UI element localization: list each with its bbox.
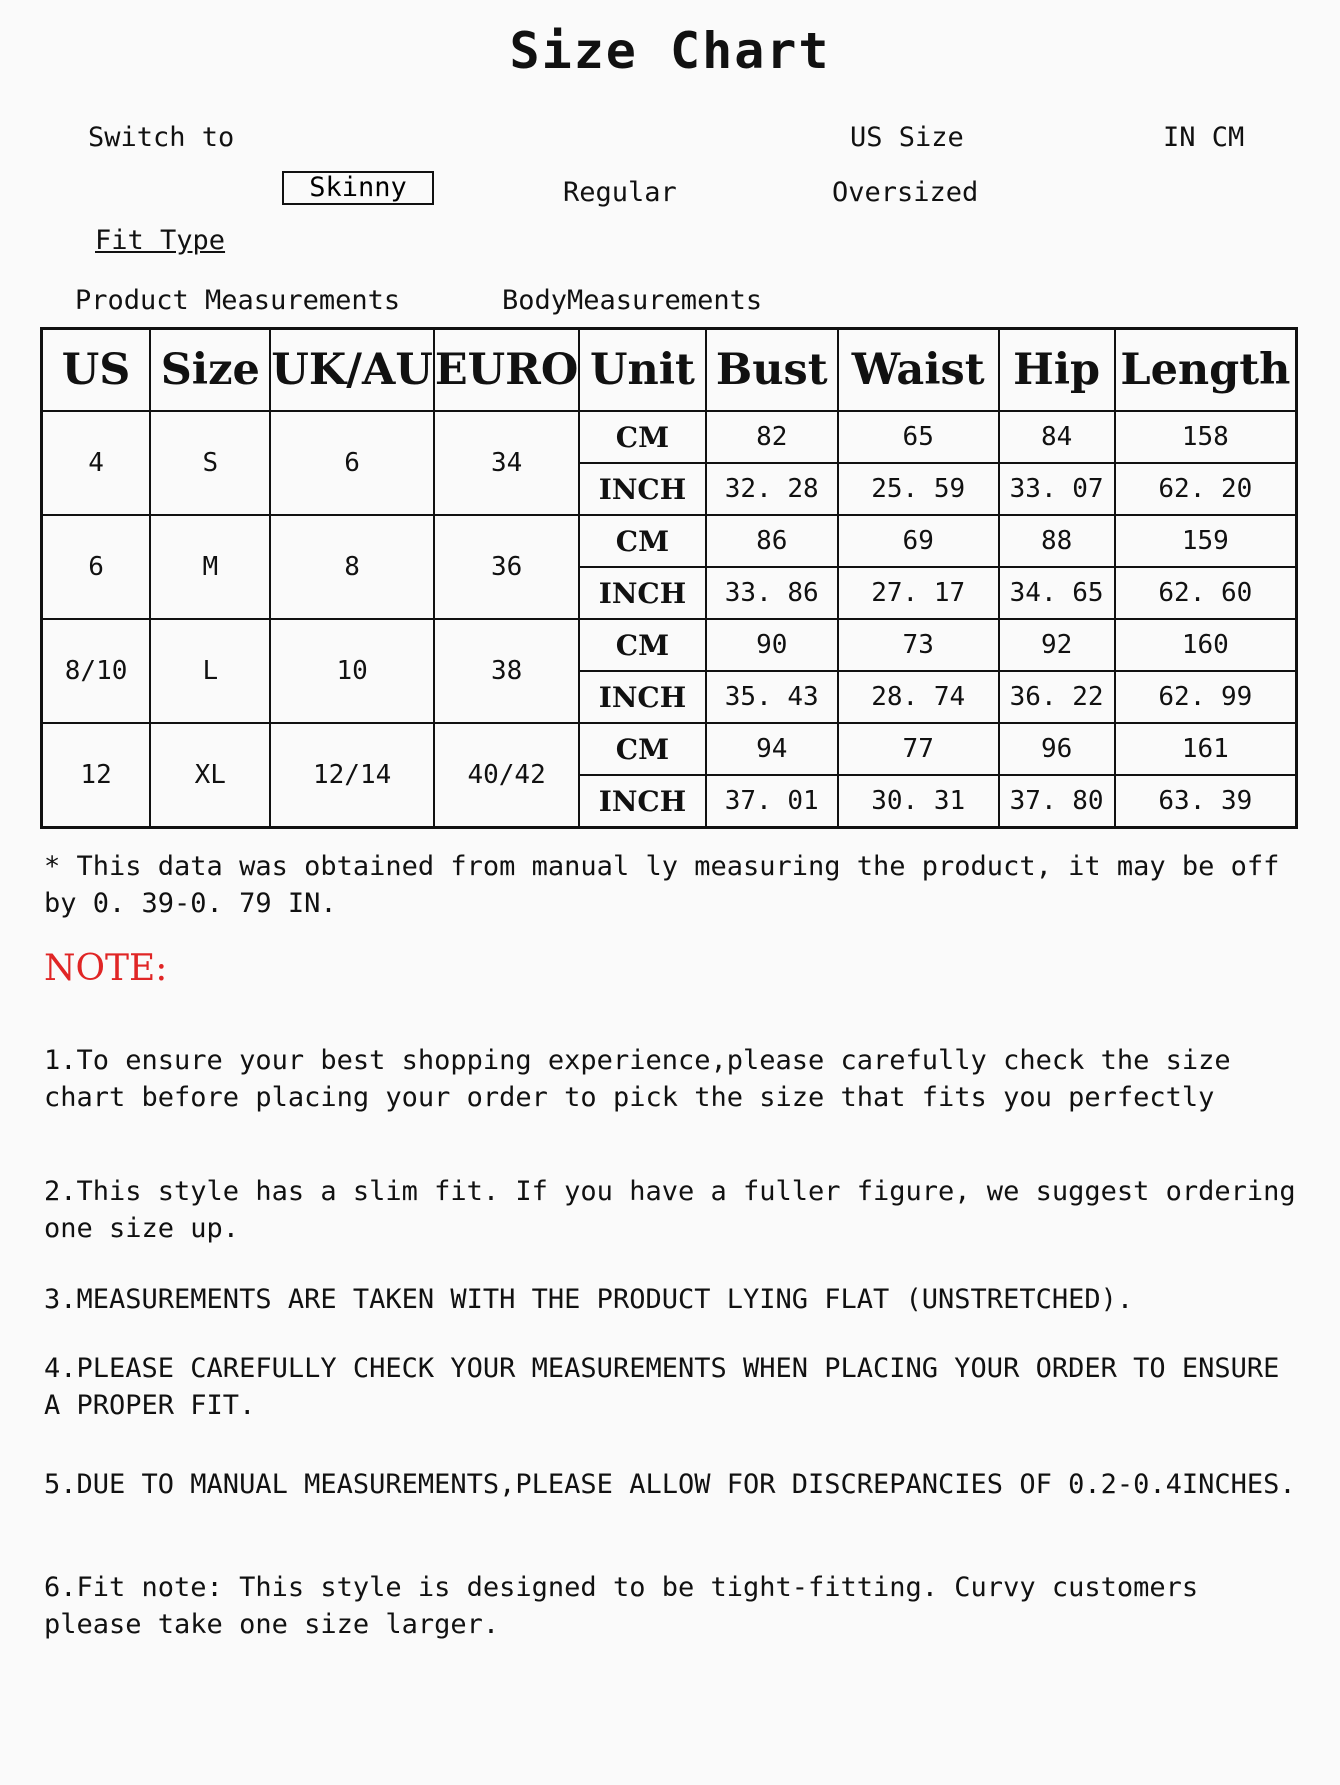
page-title: Size Chart xyxy=(509,22,831,80)
cell-unit: INCH xyxy=(579,671,705,723)
us-size-selector[interactable]: US Size xyxy=(850,122,964,153)
table-row xyxy=(42,411,1297,463)
cell-hip: 36. 22 xyxy=(999,671,1115,723)
header-hip: Hip xyxy=(999,329,1115,412)
cell-us: 6 xyxy=(42,515,151,619)
header-bust: Bust xyxy=(706,329,838,412)
cell-us: 12 xyxy=(42,723,151,828)
cell-length: 160 xyxy=(1115,619,1297,671)
table-row xyxy=(42,619,1297,671)
cell-waist: 65 xyxy=(838,411,999,463)
header-uk-au: UK/AU xyxy=(270,329,433,412)
cell-hip: 34. 65 xyxy=(999,567,1115,619)
size-table xyxy=(40,327,1298,829)
note-item: 1.To ensure your best shopping experience,please carefully check the size chart before placing your order to pick the size that fits you perfectly xyxy=(44,1045,1231,1113)
cell-bust: 37. 01 xyxy=(706,775,838,828)
cell-uk-au: 6 xyxy=(270,411,433,515)
cell-hip: 88 xyxy=(999,515,1115,567)
cell-length: 161 xyxy=(1115,723,1297,775)
header-euro: EURO xyxy=(434,329,579,412)
cell-waist: 27. 17 xyxy=(838,567,999,619)
cell-uk-au: 10 xyxy=(270,619,433,723)
cell-length: 159 xyxy=(1115,515,1297,567)
cell-size: S xyxy=(150,411,270,515)
cell-bust: 90 xyxy=(706,619,838,671)
note-item: 6.Fit note: This style is designed to be tight-fitting. Curvy customers please take one size larger. xyxy=(44,1572,1199,1640)
cell-unit: CM xyxy=(579,619,705,671)
cell-length: 63. 39 xyxy=(1115,775,1297,828)
fit-type-link[interactable]: Fit Type xyxy=(95,225,226,256)
fit-option-skinny[interactable]: Skinny xyxy=(282,171,434,205)
note-item: 4.PLEASE CAREFULLY CHECK YOUR MEASUREMENTS WHEN PLACING YOUR ORDER TO ENSURE A PROPER FIT. xyxy=(44,1353,1280,1421)
cell-hip: 33. 07 xyxy=(999,463,1115,515)
cell-hip: 84 xyxy=(999,411,1115,463)
cell-us: 4 xyxy=(42,411,151,515)
note-heading: NOTE: xyxy=(44,948,168,989)
cell-waist: 73 xyxy=(838,619,999,671)
unit-toggle[interactable]: IN CM xyxy=(1163,122,1245,153)
cell-bust: 86 xyxy=(706,515,838,567)
header-length: Length xyxy=(1115,329,1297,412)
cell-hip: 96 xyxy=(999,723,1115,775)
cell-uk-au: 8 xyxy=(270,515,433,619)
table-row xyxy=(42,723,1297,775)
cell-length: 62. 60 xyxy=(1115,567,1297,619)
measurement-disclaimer: * This data was obtained from manual ly measuring the product, it may be off by 0. 39-0. 79 IN. xyxy=(44,851,1280,919)
header-size: Size xyxy=(150,329,270,412)
cell-euro: 38 xyxy=(434,619,579,723)
cell-euro: 34 xyxy=(434,411,579,515)
cell-waist: 28. 74 xyxy=(838,671,999,723)
cell-bust: 32. 28 xyxy=(706,463,838,515)
cell-length: 62. 20 xyxy=(1115,463,1297,515)
cell-bust: 82 xyxy=(706,411,838,463)
cell-hip: 37. 80 xyxy=(999,775,1115,828)
cell-bust: 94 xyxy=(706,723,838,775)
fit-option-regular[interactable]: Regular xyxy=(563,177,677,208)
cell-waist: 77 xyxy=(838,723,999,775)
header-waist: Waist xyxy=(838,329,999,412)
cell-waist: 25. 59 xyxy=(838,463,999,515)
cell-size: XL xyxy=(150,723,270,828)
cell-unit: INCH xyxy=(579,567,705,619)
cell-uk-au: 12/14 xyxy=(270,723,433,828)
cell-hip: 92 xyxy=(999,619,1115,671)
header-us: US xyxy=(42,329,151,412)
tab-body-measurements[interactable]: BodyMeasurements xyxy=(502,285,763,316)
cell-unit: CM xyxy=(579,411,705,463)
note-item: 2.This style has a slim fit. If you have a fuller figure, we suggest ordering one size up. xyxy=(44,1176,1296,1244)
fit-option-oversized[interactable]: Oversized xyxy=(832,177,979,208)
switch-to-label: Switch to xyxy=(88,122,235,153)
cell-unit: INCH xyxy=(579,463,705,515)
cell-length: 62. 99 xyxy=(1115,671,1297,723)
table-row xyxy=(42,515,1297,567)
note-item: 5.DUE TO MANUAL MEASUREMENTS,PLEASE ALLOW FOR DISCREPANCIES OF 0.2-0.4INCHES. xyxy=(44,1469,1296,1500)
cell-size: M xyxy=(150,515,270,619)
cell-unit: CM xyxy=(579,723,705,775)
cell-us: 8/10 xyxy=(42,619,151,723)
table-header-row xyxy=(42,329,1297,412)
cell-euro: 40/42 xyxy=(434,723,579,828)
cell-waist: 69 xyxy=(838,515,999,567)
cell-bust: 33. 86 xyxy=(706,567,838,619)
cell-length: 158 xyxy=(1115,411,1297,463)
cell-waist: 30. 31 xyxy=(838,775,999,828)
cell-bust: 35. 43 xyxy=(706,671,838,723)
cell-euro: 36 xyxy=(434,515,579,619)
header-unit: Unit xyxy=(579,329,705,412)
cell-unit: INCH xyxy=(579,775,705,828)
tab-product-measurements[interactable]: Product Measurements xyxy=(75,285,401,316)
cell-unit: CM xyxy=(579,515,705,567)
note-item: 3.MEASUREMENTS ARE TAKEN WITH THE PRODUCT LYING FLAT (UNSTRETCHED). xyxy=(44,1284,1134,1315)
cell-size: L xyxy=(150,619,270,723)
